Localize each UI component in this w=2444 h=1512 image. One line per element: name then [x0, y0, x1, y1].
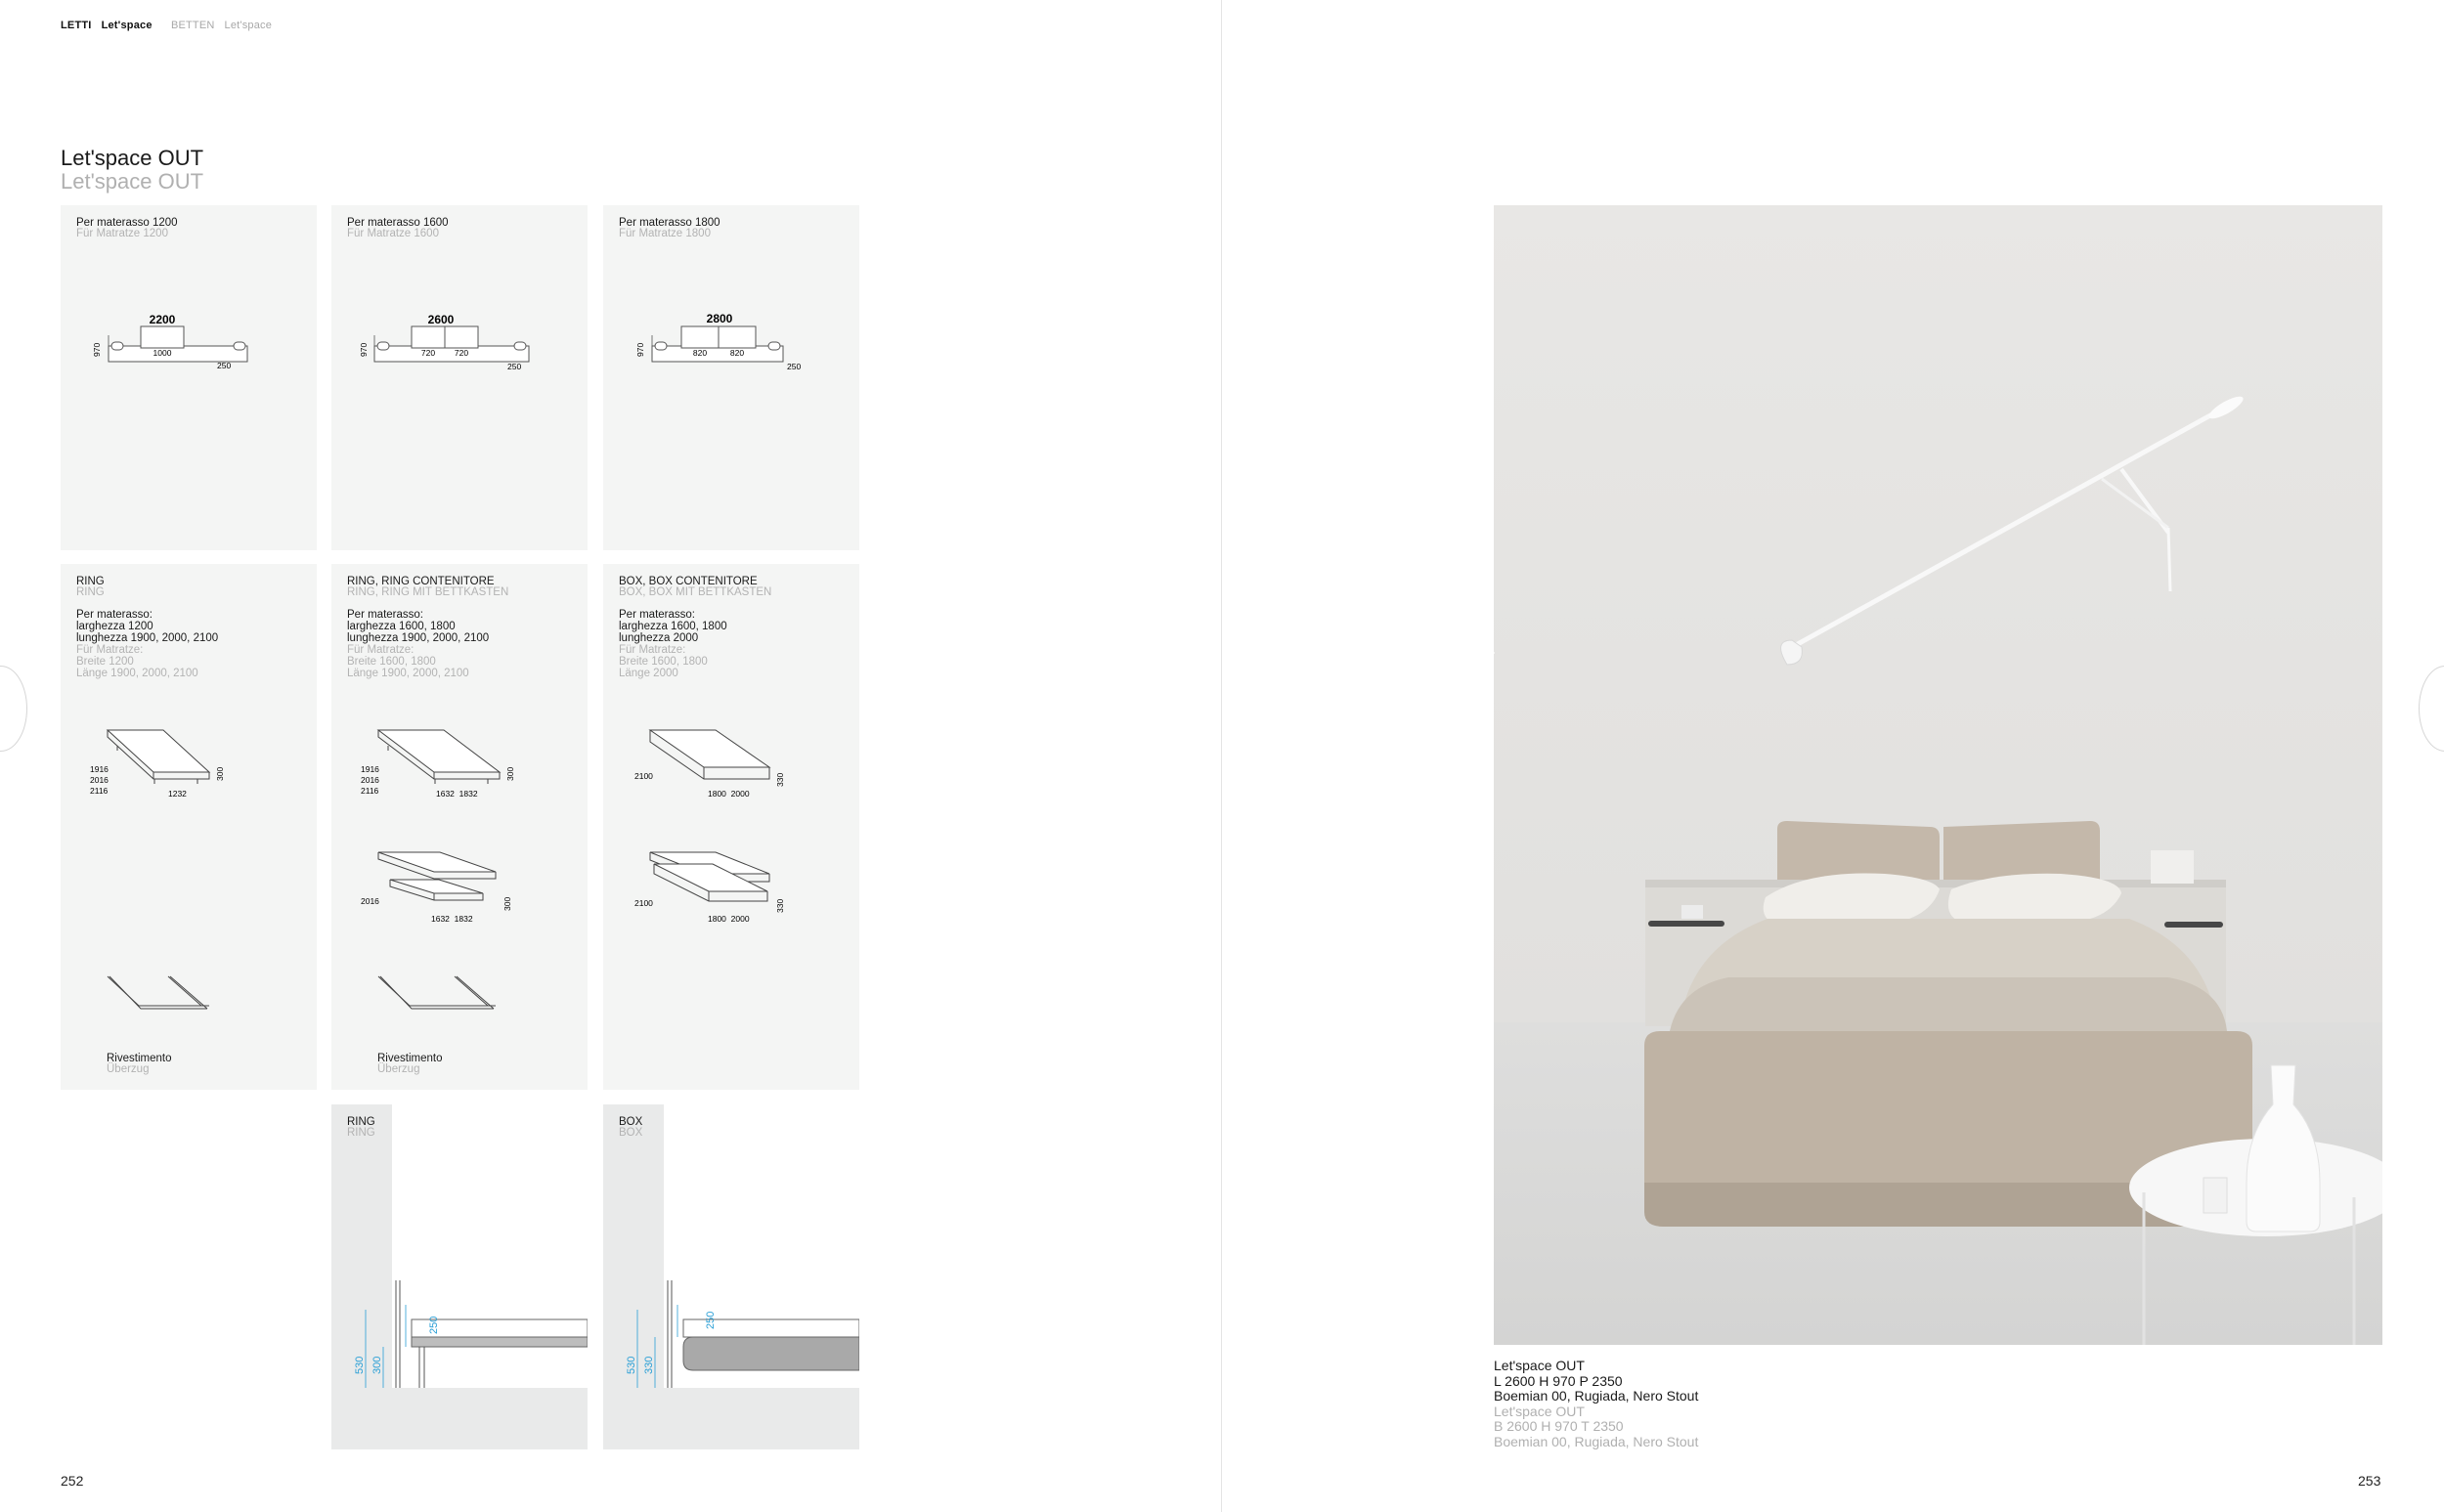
dim-length: 1916 [361, 764, 379, 774]
dim-cushion: 820 [729, 348, 745, 358]
headboard-1800-drawing [603, 264, 859, 401]
breadcrumb-section[interactable]: LETTI [61, 20, 92, 31]
base-name-de: RING [347, 1127, 375, 1139]
caption-finish-de: Boemian 00, Rugiada, Nero Stout [1494, 1433, 1699, 1449]
dim-width: 1800 2000 [708, 789, 750, 799]
mattress-spec: Per materasso: larghezza 1200 lunghezza 1900, 2000, 2100 [76, 609, 219, 644]
dim-length: 2100 [634, 898, 653, 908]
ring-container-drawing [331, 842, 588, 940]
dim-height: 970 [92, 342, 102, 357]
dim-depth: 250 [217, 361, 232, 370]
dim-headboard: 250 [705, 1311, 717, 1329]
dim-width: 1800 2000 [708, 914, 750, 924]
dim-height: 300 [502, 896, 512, 911]
panel-label: Per materasso 1800 [619, 217, 720, 229]
dim-length: 2016 [361, 896, 379, 906]
panel-headboard-1600 [331, 205, 588, 550]
bedroom-illustration [1494, 205, 2382, 1345]
cover-drawing [61, 965, 317, 1023]
box-section-drawing [603, 1280, 859, 1398]
base-name: RING [76, 576, 105, 587]
dim-length: 1916 [90, 764, 109, 774]
mattress-spec-de: Für Matratze: Breite 1600, 1800 Länge 2000 [619, 644, 708, 679]
mattress-spec-de: Für Matratze: Breite 1200 Länge 1900, 2000, 2100 [76, 644, 198, 679]
cover-label-de: Überzug [107, 1063, 150, 1075]
cover-label-de: Überzug [377, 1063, 420, 1075]
dim-height: 330 [775, 898, 785, 913]
headboard-1600-drawing [331, 264, 588, 401]
box-container-drawing [603, 842, 859, 940]
base-name: BOX, BOX CONTENITORE [619, 576, 758, 587]
panel-box [603, 564, 859, 1090]
page-title: Let'space OUT [61, 146, 204, 170]
dim-height: 970 [635, 342, 645, 357]
dim-headboard: 250 [428, 1316, 440, 1334]
cover-label: Rivestimento [377, 1053, 443, 1064]
dim-length: 2116 [90, 786, 109, 796]
page-title-de: Let'space OUT [61, 169, 204, 194]
page-spine [1221, 0, 1222, 1512]
previous-page-arrow[interactable] [0, 666, 27, 752]
dim-base: 330 [643, 1356, 655, 1374]
panel-ring-section [331, 1104, 588, 1449]
breadcrumb-product[interactable]: Let'space [101, 20, 153, 31]
panel-label: Per materasso 1200 [76, 217, 178, 229]
product-photo [1494, 205, 2382, 1345]
dim-width: 1232 [168, 789, 187, 799]
dim-total: 530 [626, 1356, 637, 1374]
ring-1600-drawing [331, 720, 588, 818]
breadcrumb-product-de[interactable]: Let'space [224, 20, 273, 31]
dim-cushion: 720 [454, 348, 469, 358]
cover-label: Rivestimento [107, 1053, 172, 1064]
dim-cushion: 820 [692, 348, 708, 358]
panel-label: Per materasso 1600 [347, 217, 449, 229]
base-name-de: RING, RING MIT BETTKASTEN [347, 586, 509, 598]
dim-length: 2016 [90, 775, 109, 785]
dim-base: 300 [371, 1356, 383, 1374]
headboard-1200-drawing [61, 264, 317, 401]
dim-total: 530 [354, 1356, 366, 1374]
dim-width: 2800 [706, 312, 733, 325]
base-name: BOX [619, 1116, 643, 1128]
dim-width: 1632 1832 [436, 789, 478, 799]
dim-width: 2600 [427, 313, 455, 326]
base-name: RING [347, 1116, 375, 1128]
mattress-spec: Per materasso: larghezza 1600, 1800 lunghezza 1900, 2000, 2100 [347, 609, 490, 644]
mattress-spec-de: Für Matratze: Breite 1600, 1800 Länge 1900, 2000, 2100 [347, 644, 469, 679]
breadcrumb-section-de[interactable]: BETTEN [170, 20, 215, 31]
caption-finish: Boemian 00, Rugiada, Nero Stout [1494, 1388, 1699, 1404]
dim-height: 330 [775, 772, 785, 787]
panel-headboard-1800 [603, 205, 859, 550]
page-number-left: 252 [61, 1473, 84, 1489]
ring-1200-drawing [61, 720, 317, 818]
dim-depth: 250 [787, 362, 802, 371]
dim-cushion: 1000 [153, 348, 172, 358]
dim-width: 1632 1832 [431, 914, 473, 924]
dim-cushion: 720 [420, 348, 436, 358]
cover-drawing [331, 965, 588, 1023]
dim-length: 2100 [634, 771, 653, 781]
dim-length: 2116 [361, 786, 379, 796]
breadcrumb [61, 20, 282, 31]
base-name-de: BOX [619, 1127, 643, 1139]
panel-headboard-1200 [61, 205, 317, 550]
photo-caption [1494, 1359, 1698, 1449]
next-page-arrow[interactable] [2419, 666, 2444, 752]
panel-ring-1200 [61, 564, 317, 1090]
panel-label-de: Für Matratze 1600 [347, 228, 439, 239]
ring-section-drawing [331, 1280, 588, 1398]
caption-name: Let'space OUT [1494, 1358, 1585, 1373]
caption-dims: L 2600 H 970 P 2350 [1494, 1372, 1623, 1389]
dim-depth: 250 [507, 362, 522, 371]
base-name: RING, RING CONTENITORE [347, 576, 495, 587]
base-name-de: BOX, BOX MIT BETTKASTEN [619, 586, 772, 598]
dim-length: 2016 [361, 775, 379, 785]
dim-height: 300 [215, 766, 225, 781]
dim-width: 2200 [149, 313, 176, 326]
caption-name-de: Let'space OUT [1494, 1403, 1585, 1419]
box-drawing [603, 720, 859, 818]
dim-height: 300 [505, 766, 515, 781]
panel-box-section [603, 1104, 859, 1449]
panel-ring-1600-1800 [331, 564, 588, 1090]
panel-label-de: Für Matratze 1800 [619, 228, 711, 239]
mattress-spec: Per materasso: larghezza 1600, 1800 lunghezza 2000 [619, 609, 727, 644]
base-name-de: RING [76, 586, 105, 598]
panel-label-de: Für Matratze 1200 [76, 228, 168, 239]
page-number-right: 253 [2358, 1473, 2381, 1489]
dim-height: 970 [359, 342, 369, 357]
caption-dims-de: B 2600 H 970 T 2350 [1494, 1418, 1624, 1434]
